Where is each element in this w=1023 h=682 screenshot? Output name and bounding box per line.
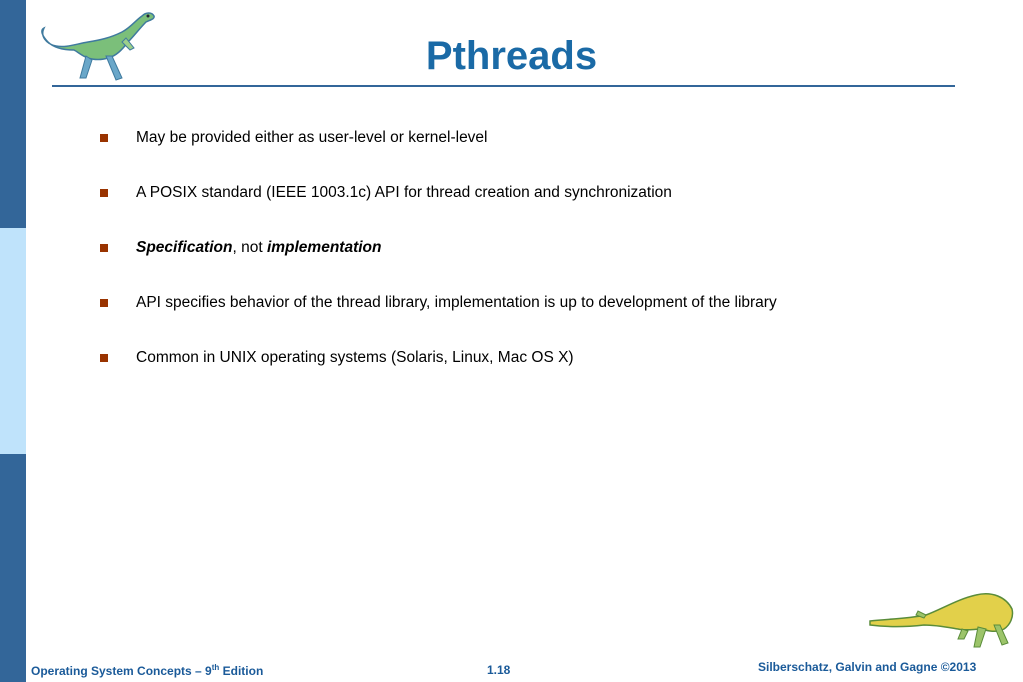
bullet-emphasis-specification: Specification bbox=[136, 239, 233, 256]
slide-title: Pthreads bbox=[425, 34, 598, 78]
bullet-emphasis-implementation: implementation bbox=[266, 239, 382, 256]
footer-page-number: 1.18 bbox=[487, 663, 511, 677]
bullet-text: API specifies behavior of the thread library, implementation is up to development of the library bbox=[136, 294, 777, 311]
footer-book-title-sup: th bbox=[211, 663, 220, 672]
sidebar-bottom-band bbox=[0, 454, 26, 682]
bullet-item bbox=[100, 348, 777, 403]
bullet-item bbox=[100, 238, 777, 293]
footer-book-title-suffix: Edition bbox=[219, 664, 264, 678]
sidebar-middle-band bbox=[0, 228, 26, 454]
bullet-item bbox=[100, 128, 777, 183]
footer-authors: Silberschatz, Galvin and Gagne ©2013 bbox=[758, 660, 977, 674]
square-bullet-icon bbox=[100, 244, 108, 252]
dinosaur-icon bbox=[866, 585, 1016, 655]
title-divider bbox=[52, 85, 955, 87]
square-bullet-icon bbox=[100, 134, 108, 142]
bullet-text: A POSIX standard (IEEE 1003.1c) API for thread creation and synchronization bbox=[136, 184, 672, 201]
footer-book-title-main: Operating System Concepts – 9 bbox=[31, 664, 212, 678]
bullet-item bbox=[100, 183, 777, 238]
footer-book-title bbox=[31, 663, 263, 678]
square-bullet-icon bbox=[100, 354, 108, 362]
bullet-item bbox=[100, 293, 777, 348]
square-bullet-icon bbox=[100, 299, 108, 307]
bullet-list bbox=[100, 128, 777, 403]
bullet-text: May be provided either as user-level or kernel-level bbox=[136, 129, 488, 146]
bullet-text-connector: , not bbox=[232, 239, 267, 256]
bullet-text: Common in UNIX operating systems (Solaris, Linux, Mac OS X) bbox=[136, 349, 574, 366]
square-bullet-icon bbox=[100, 189, 108, 197]
